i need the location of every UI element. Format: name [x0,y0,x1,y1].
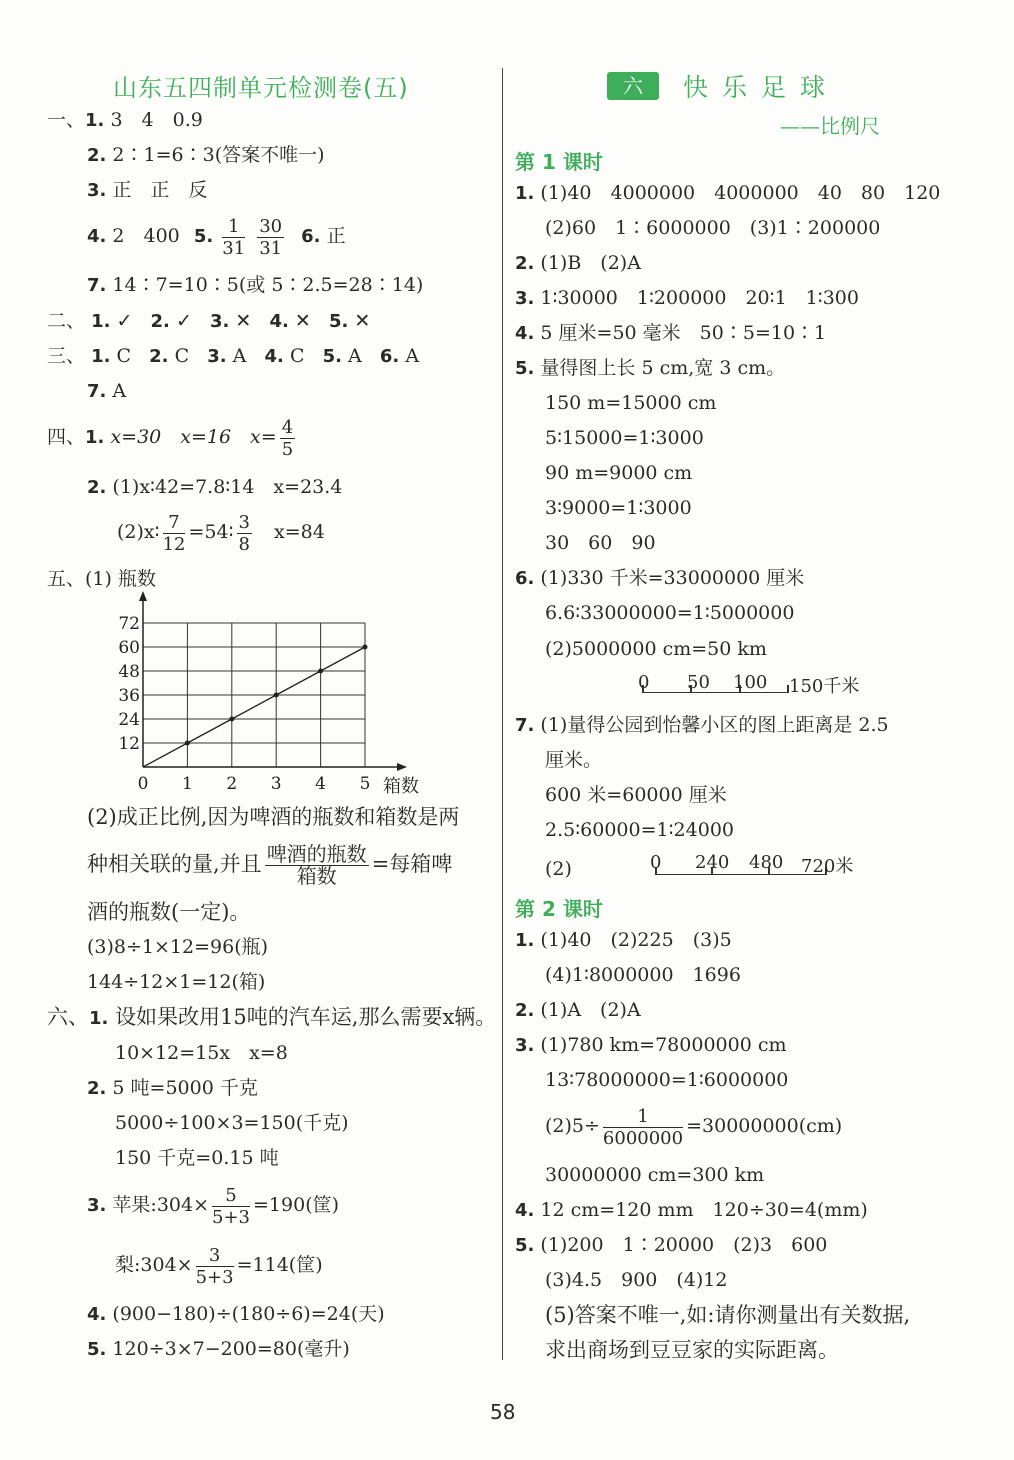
scale-bar-2-label: 0 [650,852,662,873]
l2-q3-l2: 13∶78000000=1∶6000000 [545,1069,789,1091]
l1-q5-l3: 90 m=9000 cm [545,462,693,484]
fraction: $\frac{7}{12}$ [162,511,186,555]
l2-q5-l3: (5)答案不唯一,如:请你测量出有关数据, [545,1303,911,1327]
y-tick-label: 72 [118,614,140,634]
y-tick-label: 24 [118,710,140,730]
x-axis-arrow [397,763,407,771]
fraction: $\frac{5}{5+3}$ [212,1184,251,1228]
l1-q6-l2: 6.6∶33000000=1∶5000000 [545,602,795,624]
y-axis-arrow [139,591,147,601]
lesson-1-heading: 第 1 课时 [515,150,603,174]
section-1-q3: 3. 正 正 反 [87,179,208,201]
l2-q4: 4. 12 cm=120 mm 120÷30=4(mm) [515,1199,868,1221]
scale-bar-1-label: 150千米 [789,676,860,697]
section-4-q1: 四、1. x=30 x=16 x= $\frac{4}{5}$ [47,416,294,460]
l1-q6-l3: (2)5000000 cm=50 km [545,638,767,660]
x-tick-label: 1 [181,774,193,794]
section-6-q5: 5. 120÷3×7−200=80(毫升) [87,1338,350,1360]
fraction: $\frac{30}{31}$ [259,215,283,259]
section-6-q2-l3: 150 千克=0.15 吨 [115,1147,279,1169]
section-1-q4-q6: 4. 2 400 5. $\frac{1}{31}$ $\frac{30}{31}$ 6. 正 [87,215,346,259]
page-number: 58 [490,1400,516,1424]
unit-subtitle: ——比例尺 [780,114,880,138]
y-tick-label: 12 [118,734,140,754]
section-4-q2a: 2. (1)x∶42=7.8∶14 x=23.4 [87,476,343,498]
l1-q4: 4. 5 厘米=50 毫米 50∶5=10∶1 [515,322,827,344]
answer-title: 山东五四制单元检测卷(五) [113,74,409,102]
l2-q5-l2: (3)4.5 900 (4)12 [545,1269,728,1291]
section-5-p1: 五、(1) 瓶数 [47,568,156,590]
x-tick-label: 2 [226,774,238,794]
scale-bar-2-label: 480 [749,852,784,873]
y-tick-label: 60 [118,638,140,658]
proportion-line-chart [100,585,440,800]
section-3-q7: 7. A [87,380,127,402]
l2-q5-l4: 求出商场到豆豆家的实际距离。 [545,1338,839,1362]
x-tick-label: 4 [315,774,327,794]
section-5-p2b: 种相关联的量,并且 $\frac{\text{啤酒的瓶数}}{\text{箱数}}$ =每箱啤 [87,842,453,888]
section-5-p2c: 酒的瓶数(一定)。 [87,900,251,924]
scale-bar-2-label: 240 [695,852,730,873]
l1-q5-l5: 30 60 90 [545,532,656,554]
section-3: 三、 1. C 2. C 3. A 4. C 5. A 6. A [47,345,420,367]
unit-title: 快乐足球 [683,73,840,102]
data-point [185,741,190,746]
section-5-p3b: 144÷12×1=12(箱) [87,971,266,993]
section-6-q4: 4. (900−180)÷(180÷6)=24(天) [87,1303,385,1325]
section-6-q2: 2. 5 吨=5000 千克 [87,1077,258,1099]
data-point [318,669,323,674]
l1-q7-l4: 2.5∶60000=1∶24000 [545,819,734,841]
lesson-2-heading: 第 2 课时 [515,897,603,921]
section-6-q1: 六、1. 设如果改用15吨的汽车运,那么需要x辆。 [47,1005,497,1029]
section-6-q3a: 3. 苹果:304× $\frac{5}{5+3}$ =190(筐) [87,1184,340,1228]
unit-badge: 六 [607,72,659,100]
l1-q6: 6. (1)330 千米=33000000 厘米 [515,567,805,589]
x-tick-label: 5 [359,774,371,794]
l1-q1a: 1. (1)40 4000000 4000000 40 80 120 [515,182,941,204]
l2-q3-l3: (2)5÷ $\frac{1}{6000000}$ =30000000(cm) [545,1105,843,1149]
l1-q5-l2: 5∶15000=1∶3000 [545,427,704,449]
x-axis-label: 箱数 [383,776,419,797]
l1-q3: 3. 1∶30000 1∶200000 20∶1 1∶300 [515,287,859,309]
l1-q1b: (2)60 1∶6000000 (3)1∶200000 [545,217,881,239]
data-point [274,693,279,698]
fraction: $\frac{1}{6000000}$ [602,1105,684,1149]
data-point [229,717,234,722]
y-tick-label: 36 [118,686,140,706]
scale-bar-1-label: 100 [733,672,768,693]
column-divider [502,68,503,1360]
fraction: $\frac{3}{5+3}$ [195,1244,234,1288]
section-1-q1: 一、1. 3 4 0.9 [47,109,203,131]
data-point [363,645,368,650]
fraction: $\frac{\text{啤酒的瓶数}}{\text{箱数}}$ [266,842,367,888]
l1-q7-l2: 厘米。 [545,749,603,771]
y-tick-label: 48 [118,662,140,682]
scale-bar-1-label: 50 [687,672,710,693]
l2-q3: 3. (1)780 km=78000000 cm [515,1034,787,1056]
l2-q2: 2. (1)A (2)A [515,999,641,1021]
scale-bar-2-label: 720米 [801,856,854,877]
section-2: 二、 1. ✓ 2. ✓ 3. ✕ 4. ✕ 5. ✕ [47,310,371,332]
section-6-q3b: 梨:304× $\frac{3}{5+3}$ =114(筐) [115,1244,323,1288]
section-1-q2: 2. 2∶1=6∶3(答案不唯一) [87,144,325,166]
l1-q7-p2: (2) [545,858,572,880]
fraction: $\frac{3}{8}$ [238,511,250,555]
l1-q5-l4: 3∶9000=1∶3000 [545,497,692,519]
l2-q1a: 1. (1)40 (2)225 (3)5 [515,929,732,951]
section-4-q2b: (2)x∶ $\frac{7}{12}$ =54∶ $\frac{3}{8}$ x=84 [117,511,325,555]
x-tick-label: 0 [137,774,149,794]
section-5-p2a: (2)成正比例,因为啤酒的瓶数和箱数是两 [87,805,460,829]
l2-q3-l4: 30000000 cm=300 km [545,1164,765,1186]
series-line [143,647,365,767]
scale-bar-1-label: 0 [638,672,650,693]
x-tick-label: 3 [270,774,282,794]
section-6-q2-l2: 5000÷100×3=150(千克) [115,1112,349,1134]
section-6-q1-eq: 10×12=15x x=8 [115,1042,288,1064]
l2-q1b: (4)1∶8000000 1696 [545,964,741,986]
l1-q5: 5. 量得图上长 5 cm,宽 3 cm。 [515,357,786,379]
fraction: $\frac{1}{31}$ [222,215,246,259]
fraction: $\frac{4}{5}$ [281,416,294,460]
l1-q2: 2. (1)B (2)A [515,252,641,274]
l1-q7: 7. (1)量得公园到怡馨小区的图上距离是 2.5 [515,714,889,736]
l2-q5: 5. (1)200 1∶20000 (2)3 600 [515,1234,828,1256]
section-1-q7: 7. 14∶7=10∶5(或 5∶2.5=28∶14) [87,274,424,296]
l1-q5-l1: 150 m=15000 cm [545,392,717,414]
section-5-p3a: (3)8÷1×12=96(瓶) [87,936,269,958]
l1-q7-l3: 600 米=60000 厘米 [545,784,727,806]
